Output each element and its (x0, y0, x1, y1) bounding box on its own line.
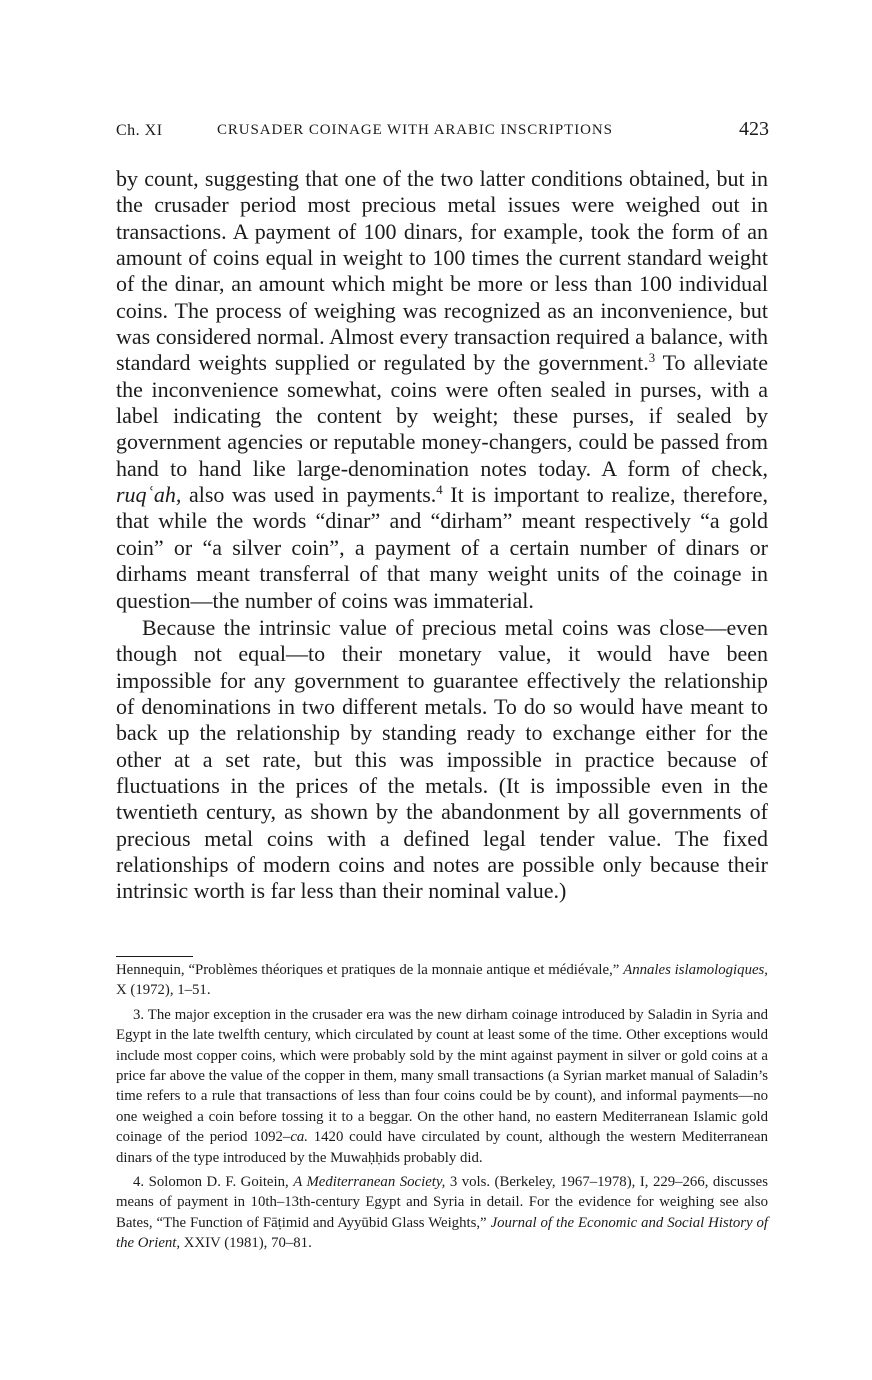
paragraph-1 (116, 166, 768, 614)
text-run: by count, suggesting that one of the two latter conditions obtained, but in the crusader period most precious metal issues were weighed out in transactions. A payment of 100 dinars, for example, took the form of an amount of coins equal in weight to 100 times the current standard weight of the dinar, an amount which might be more or less than 100 individual coins. The process of weighing was recognized as an inconvenience, but was considered normal. Almost every transaction required a balance, with standard weights supplied or regulated by the government. (116, 166, 768, 376)
text-run: Hennequin, “Problèmes théoriques et pratiques de la monnaie antique et médiévale,” (116, 962, 624, 978)
text-run: It is important to realize, therefore, that while the words “dinar” and “dirham” meant respectively “a gold coin” or “a silver coin”, a payment of a certain number of dinars or dirhams meant transferral of that many weight units of the coinage in question—the number of coins was immaterial. (116, 482, 768, 613)
footnote-ref-4: 4 (436, 483, 443, 498)
footnote-rule (116, 956, 193, 957)
footnotes (116, 960, 768, 1258)
arabic-term: ruqʿah, (116, 482, 182, 508)
circa-abbrev: ca. (290, 1129, 308, 1146)
journal-title: Journal of the Economic and Social History of the Orient, (116, 1214, 768, 1252)
text-run: X (1972), 1–51. (116, 982, 211, 999)
footnote-ref-3: 3 (648, 351, 656, 366)
text-run: 3. The major exception in the crusader era was the new dirham coinage introduced by Saladin in Syria and Egypt in the late twelfth century, which circulated by count at least some of the time. Other exceptions would include most copper coins, which were probably sold by the mint against payment in silver or gold coins at a price far above the value of the copper in them, many small transactions (a Syrian market manual of Saladin’s time refers to a rule that transactions of less than four coins could be by count), and informal payments—no one weighed a coin before tossing it to a beggar. On the other hand, no eastern Mediterranean Islamic gold coinage of the period 1092– (116, 1006, 768, 1146)
text-run: 3 vols. (Berkeley, 1967–1978), I, 229–266, discusses means of payment in 10th–13th-century Egypt and Syria in detail. For the evidence for weighing see also Bates, “The Function of Fāṭimid and Ayyūbid Glass Weights,” (116, 1174, 768, 1231)
paragraph-2: Because the intrinsic value of precious metal coins was close—even though not equal—to their monetary value, it would have been impossible for any government to guarantee effectively the relationship of denominations in two different metals. To do so would have meant to back up the relationship by standing ready to exchange either for the other at a set rate, but this was impossible in practice because of fluctuations in the prices of the metals. (It is impossible even in the twentieth century, as shown by the abandonment by all governments of precious metal coins with a defined legal tender value. The fixed relationships of modern coins and notes are possible only because their intrinsic worth is far less than their nominal value.) (116, 614, 768, 904)
chapter-label: Ch. XI (116, 122, 163, 139)
main-text (116, 166, 768, 905)
footnote-4 (116, 1172, 768, 1254)
text-run: also was used in payments. (181, 482, 437, 508)
text-run: XXIV (1981), 70–81. (180, 1235, 312, 1252)
running-head (116, 118, 769, 142)
chapter-title: CRUSADER COINAGE WITH ARABIC INSCRIPTIONS (217, 122, 613, 138)
text-run: 4. Solomon D. F. Goitein, (133, 1174, 294, 1191)
footnote-continued (116, 960, 768, 1001)
footnote-3 (116, 1005, 768, 1168)
page-number: 423 (739, 118, 769, 140)
journal-title: Annales islamologiques, (623, 962, 768, 978)
text-run: To alleviate the inconvenience somewhat, coins were often sealed in purses, with a label indicating the content by weight; these purses, if sealed by government agencies or reputable money-changers, could be passed from hand to hand like large-denomination notes today. A form of check, (116, 350, 769, 481)
book-title: A Mediterranean Society, (293, 1174, 446, 1191)
text-run: 1420 could have circulated by count, although the western Mediterranean dinars of the type introduced by the Muwaḥḥids probably did. (116, 1129, 768, 1166)
